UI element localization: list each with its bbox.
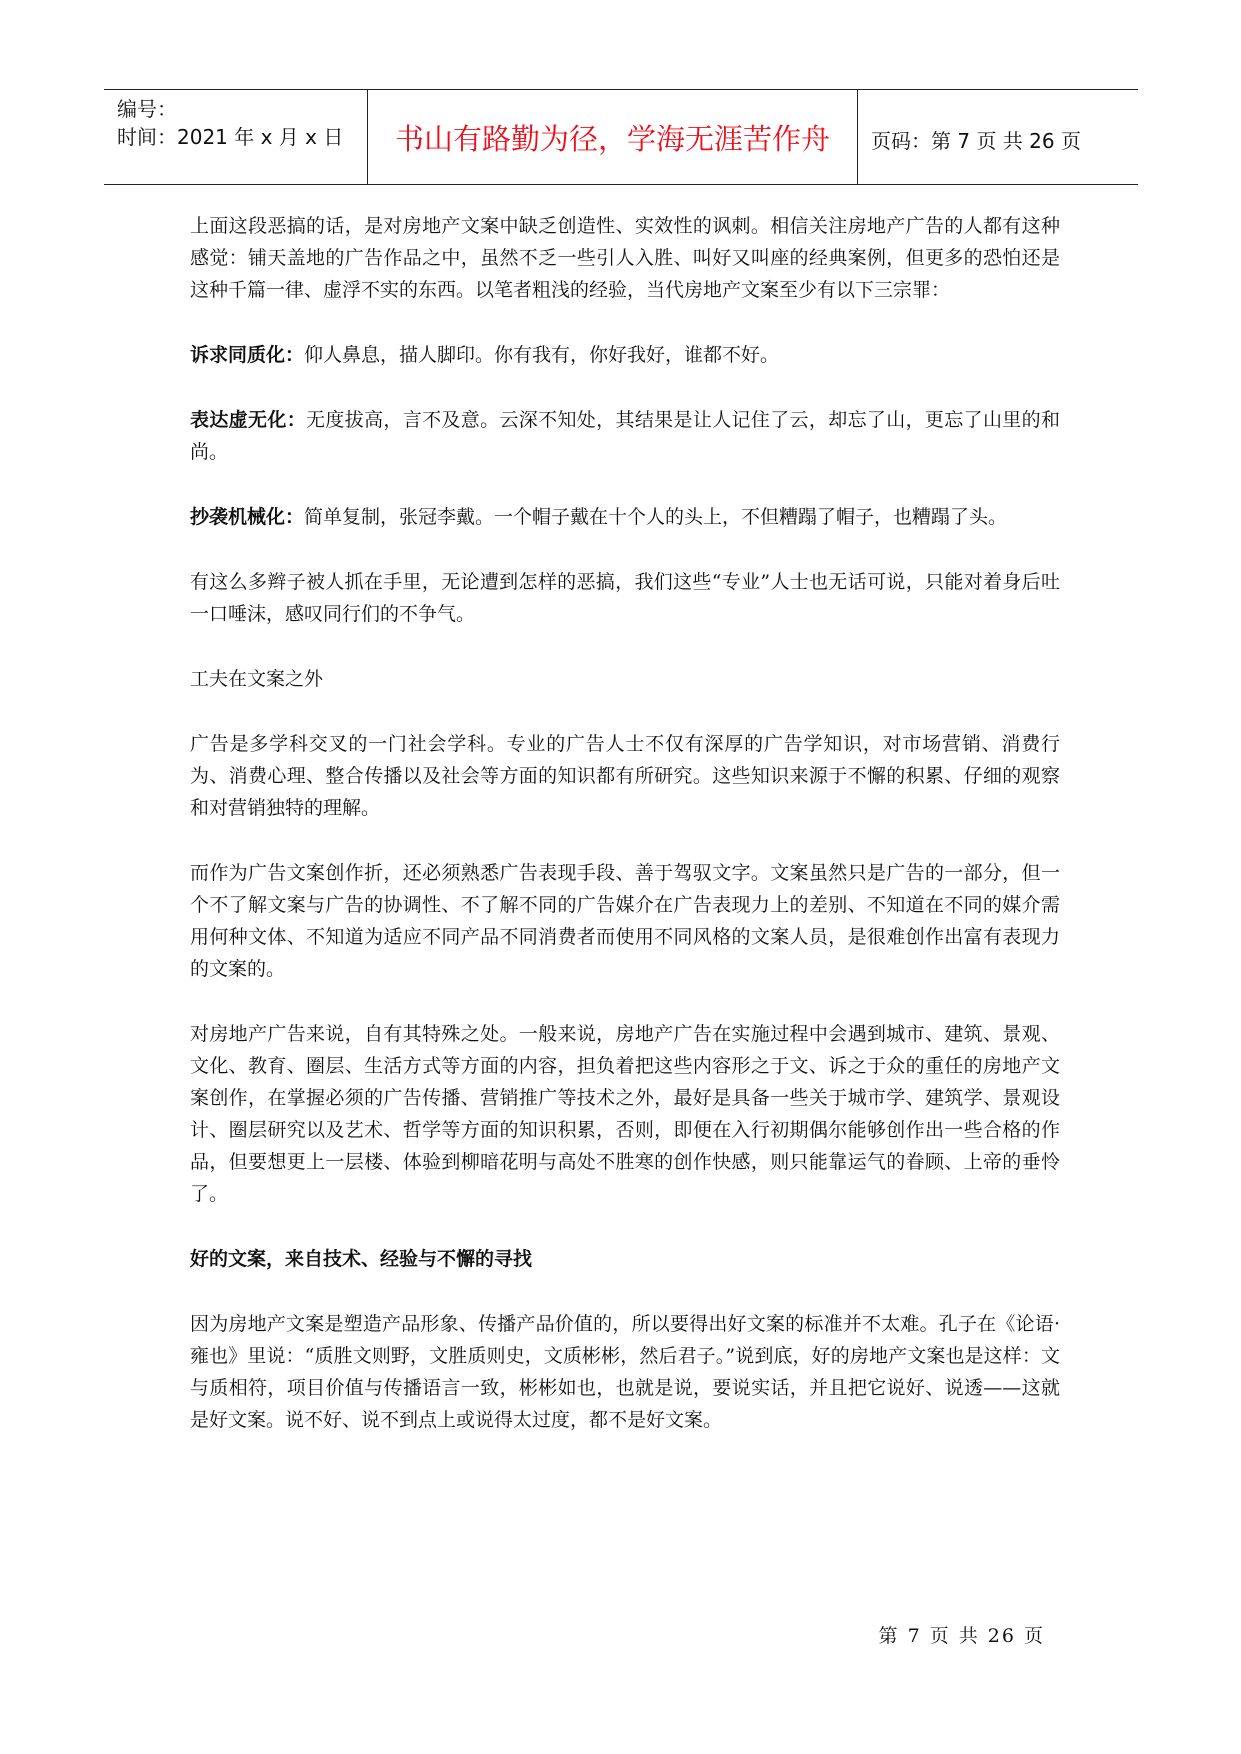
header-page-cell	[858, 90, 1138, 184]
document-body	[190, 210, 1060, 1469]
term-emptiness: 表达虚无化：	[190, 409, 307, 431]
header-page-number: 页码：第 7 页 共 26 页	[871, 129, 1081, 153]
paragraph-intro: 上面这段恶搞的话，是对房地产文案中缺乏创造性、实效性的讽刺。相信关注房地产广告的人都有这种感觉：铺天盖地的广告作品之中，虽然不乏一些引人入胜、叫好又叫座的经典案例，但更多的恐怕还是这种千篇一律、虚浮不实的东西。以笔者粗浅的经验，当代房地产文案至少有以下三宗罪：	[190, 215, 1060, 301]
paragraph-good-copy-standard: 因为房地产文案是塑造产品形象、传播产品价值的，所以要得出好文案的标准并不太难。孔子在《论语·雍也》里说：“质胜文则野，文胜质则史，文质彬彬，然后君子。”说到底，好的房地产文案也是这样：文与质相符，项目价值与传播语言一致，彬彬如也，也就是说，要说实话，并且把它说好、说透——这就是好文案。说不好、说不到点上或说得太过度，都不是好文案。	[190, 1313, 1060, 1431]
term-plagiarism: 抄袭机械化：	[190, 506, 305, 528]
paragraph-conclusion-sins: 有这么多辫子被人抓在手里，无论遭到怎样的恶搞，我们这些“专业”人士也无话可说，只能对着身后吐一口唾沫，感叹同行们的不争气。	[190, 571, 1060, 625]
page-footer-number: 第 7 页 共 26 页	[878, 1625, 1045, 1647]
text-plagiarism: 简单复制，张冠李戴。一个帽子戴在十个人的头上，不但糟蹋了帽子，也糟蹋了头。	[304, 506, 1008, 528]
header-motto: 书山有路勤为径，学海无涯苦作舟	[394, 122, 830, 156]
header-info-cell	[104, 90, 368, 184]
header-motto-cell	[368, 90, 858, 184]
document-header	[104, 89, 1138, 185]
section-heading-good-copy: 好的文案，来自技术、经验与不懈的寻找	[190, 1248, 533, 1270]
paragraph-multidisciplinary: 广告是多学科交叉的一门社会学科。专业的广告人士不仅有深厚的广告学知识，对市场营销、消费行为、消费心理、整合传播以及社会等方面的知识都有所研究。这些知识来源于不懈的积累、仔细的观察和对营销独特的理解。	[190, 733, 1060, 819]
document-time-label: 时间：2021 年 x 月 x 日	[117, 125, 344, 149]
paragraph-real-estate-specifics: 对房地产广告来说，自有其特殊之处。一般来说，房地产广告在实施过程中会遇到城市、建筑、景观、文化、教育、圈层、生活方式等方面的内容，担负着把这些内容形之于文、诉之于众的重任的房地产文案创作，在掌握必须的广告传播、营销推广等技术之外，最好是具备一些关于城市学、建筑学、景观设计、圈层研究以及艺术、哲学等方面的知识积累，否则，即便在入行初期偶尔能够创作出一些合格的作品，但要想更上一层楼、体验到柳暗花明与高处不胜寒的创作快感，则只能靠运气的眷顾、上帝的垂怜了。	[190, 1023, 1060, 1205]
paragraph-sin-plagiarism	[190, 501, 1060, 533]
section-heading-beyond-copy: 工夫在文案之外	[190, 668, 324, 690]
text-emptiness: 无度拔高，言不及意。云深不知处，其结果是让人记住了云，却忘了山，更忘了山里的和尚。	[190, 409, 1060, 463]
paragraph-sin-homogenization	[190, 339, 1060, 371]
paragraph-copywriter-skills: 而作为广告文案创作折，还必须熟悉广告表现手段、善于驾驭文字。文案虽然只是广告的一部分，但一个不了解文案与广告的协调性、不了解不同的广告媒介在广告表现力上的差别、不知道在不同的媒介需用何种文体、不知道为适应不同产品不同消费者而使用不同风格的文案人员，是很难创作出富有表现力的文案的。	[190, 862, 1060, 980]
paragraph-sin-emptiness	[190, 404, 1060, 468]
document-id-label: 编号：	[117, 97, 177, 121]
text-homogenization: 仰人鼻息，描人脚印。你有我有，你好我好，谁都不好。	[304, 344, 780, 366]
term-homogenization: 诉求同质化：	[190, 344, 305, 366]
